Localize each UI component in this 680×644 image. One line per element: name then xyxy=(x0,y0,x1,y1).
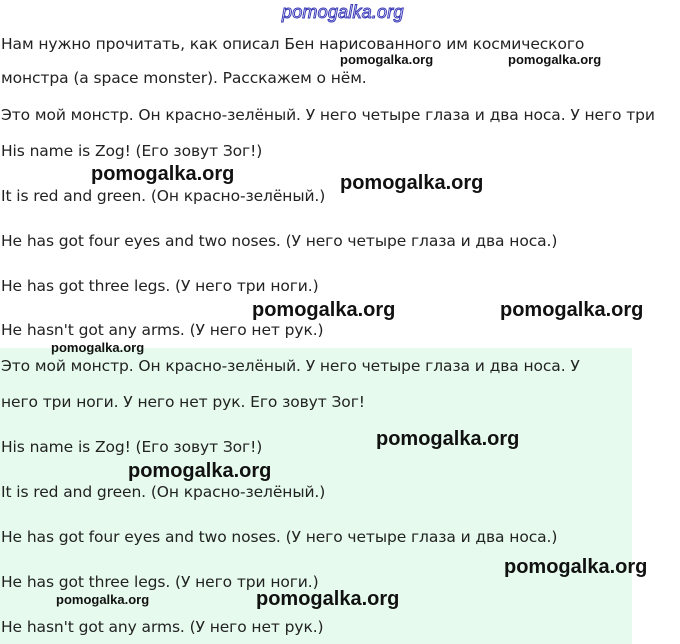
watermark-label: pomogalka.org xyxy=(56,592,150,607)
sentence-top-5: He hasn't got any arms. (У него нет рук.) xyxy=(1,321,324,339)
watermark-label: pomogalka.org xyxy=(508,52,602,67)
sentence-top-2: It is red and green. (Он красно-зелёный.) xyxy=(1,187,326,205)
answer-sentence-5: He hasn't got any arms. (У него нет рук.) xyxy=(1,618,324,636)
watermark-label: pomogalka.org xyxy=(256,588,400,610)
sentence-top-1: His name is Zog! (Его зовут Зог!) xyxy=(1,142,263,160)
watermark-label: pomogalka.org xyxy=(500,299,644,321)
watermark-label: pomogalka.org xyxy=(340,172,484,194)
watermark-label: pomogalka.org xyxy=(340,52,434,67)
watermark-label: pomogalka.org xyxy=(252,299,396,321)
answer-sentence-4: He has got three legs. (У него три ноги.) xyxy=(1,573,319,591)
answer-sentence-2: It is red and green. (Он красно-зелёный.) xyxy=(1,483,326,501)
answer-ru-line-2: него три ноги. У него нет рук. Его зовут Зог! xyxy=(1,393,365,411)
watermark-label: pomogalka.org xyxy=(91,163,235,185)
sentence-top-3: He has got four eyes and two noses. (У него четыре глаза и два носа.) xyxy=(1,232,558,250)
sentence-top-4: He has got three legs. (У него три ноги.) xyxy=(1,277,319,295)
watermark-label: pomogalka.org xyxy=(504,556,648,578)
answer-sentence-1: His name is Zog! (Его зовут Зог!) xyxy=(1,438,263,456)
intro-line-2: монстра (a space monster). Расскажем о нём. xyxy=(1,69,367,87)
summary-ru-line: Это мой монстр. Он красно-зелёный. У него четыре глаза и два носа. У него три xyxy=(1,106,655,124)
watermark-label: pomogalka.org xyxy=(51,340,145,355)
intro-line-1: Нам нужно прочитать, как описал Бен нарисованного им космического xyxy=(1,35,585,53)
watermark-label: pomogalka.org xyxy=(376,428,520,450)
answer-sentence-3: He has got four eyes and two noses. (У него четыре глаза и два носа.) xyxy=(1,528,558,546)
watermark-label: pomogalka.org xyxy=(128,460,272,482)
site-brand-link[interactable]: pomogalka.org xyxy=(282,2,404,22)
answer-ru-line-1: Это мой монстр. Он красно-зелёный. У него четыре глаза и два носа. У xyxy=(1,357,580,375)
